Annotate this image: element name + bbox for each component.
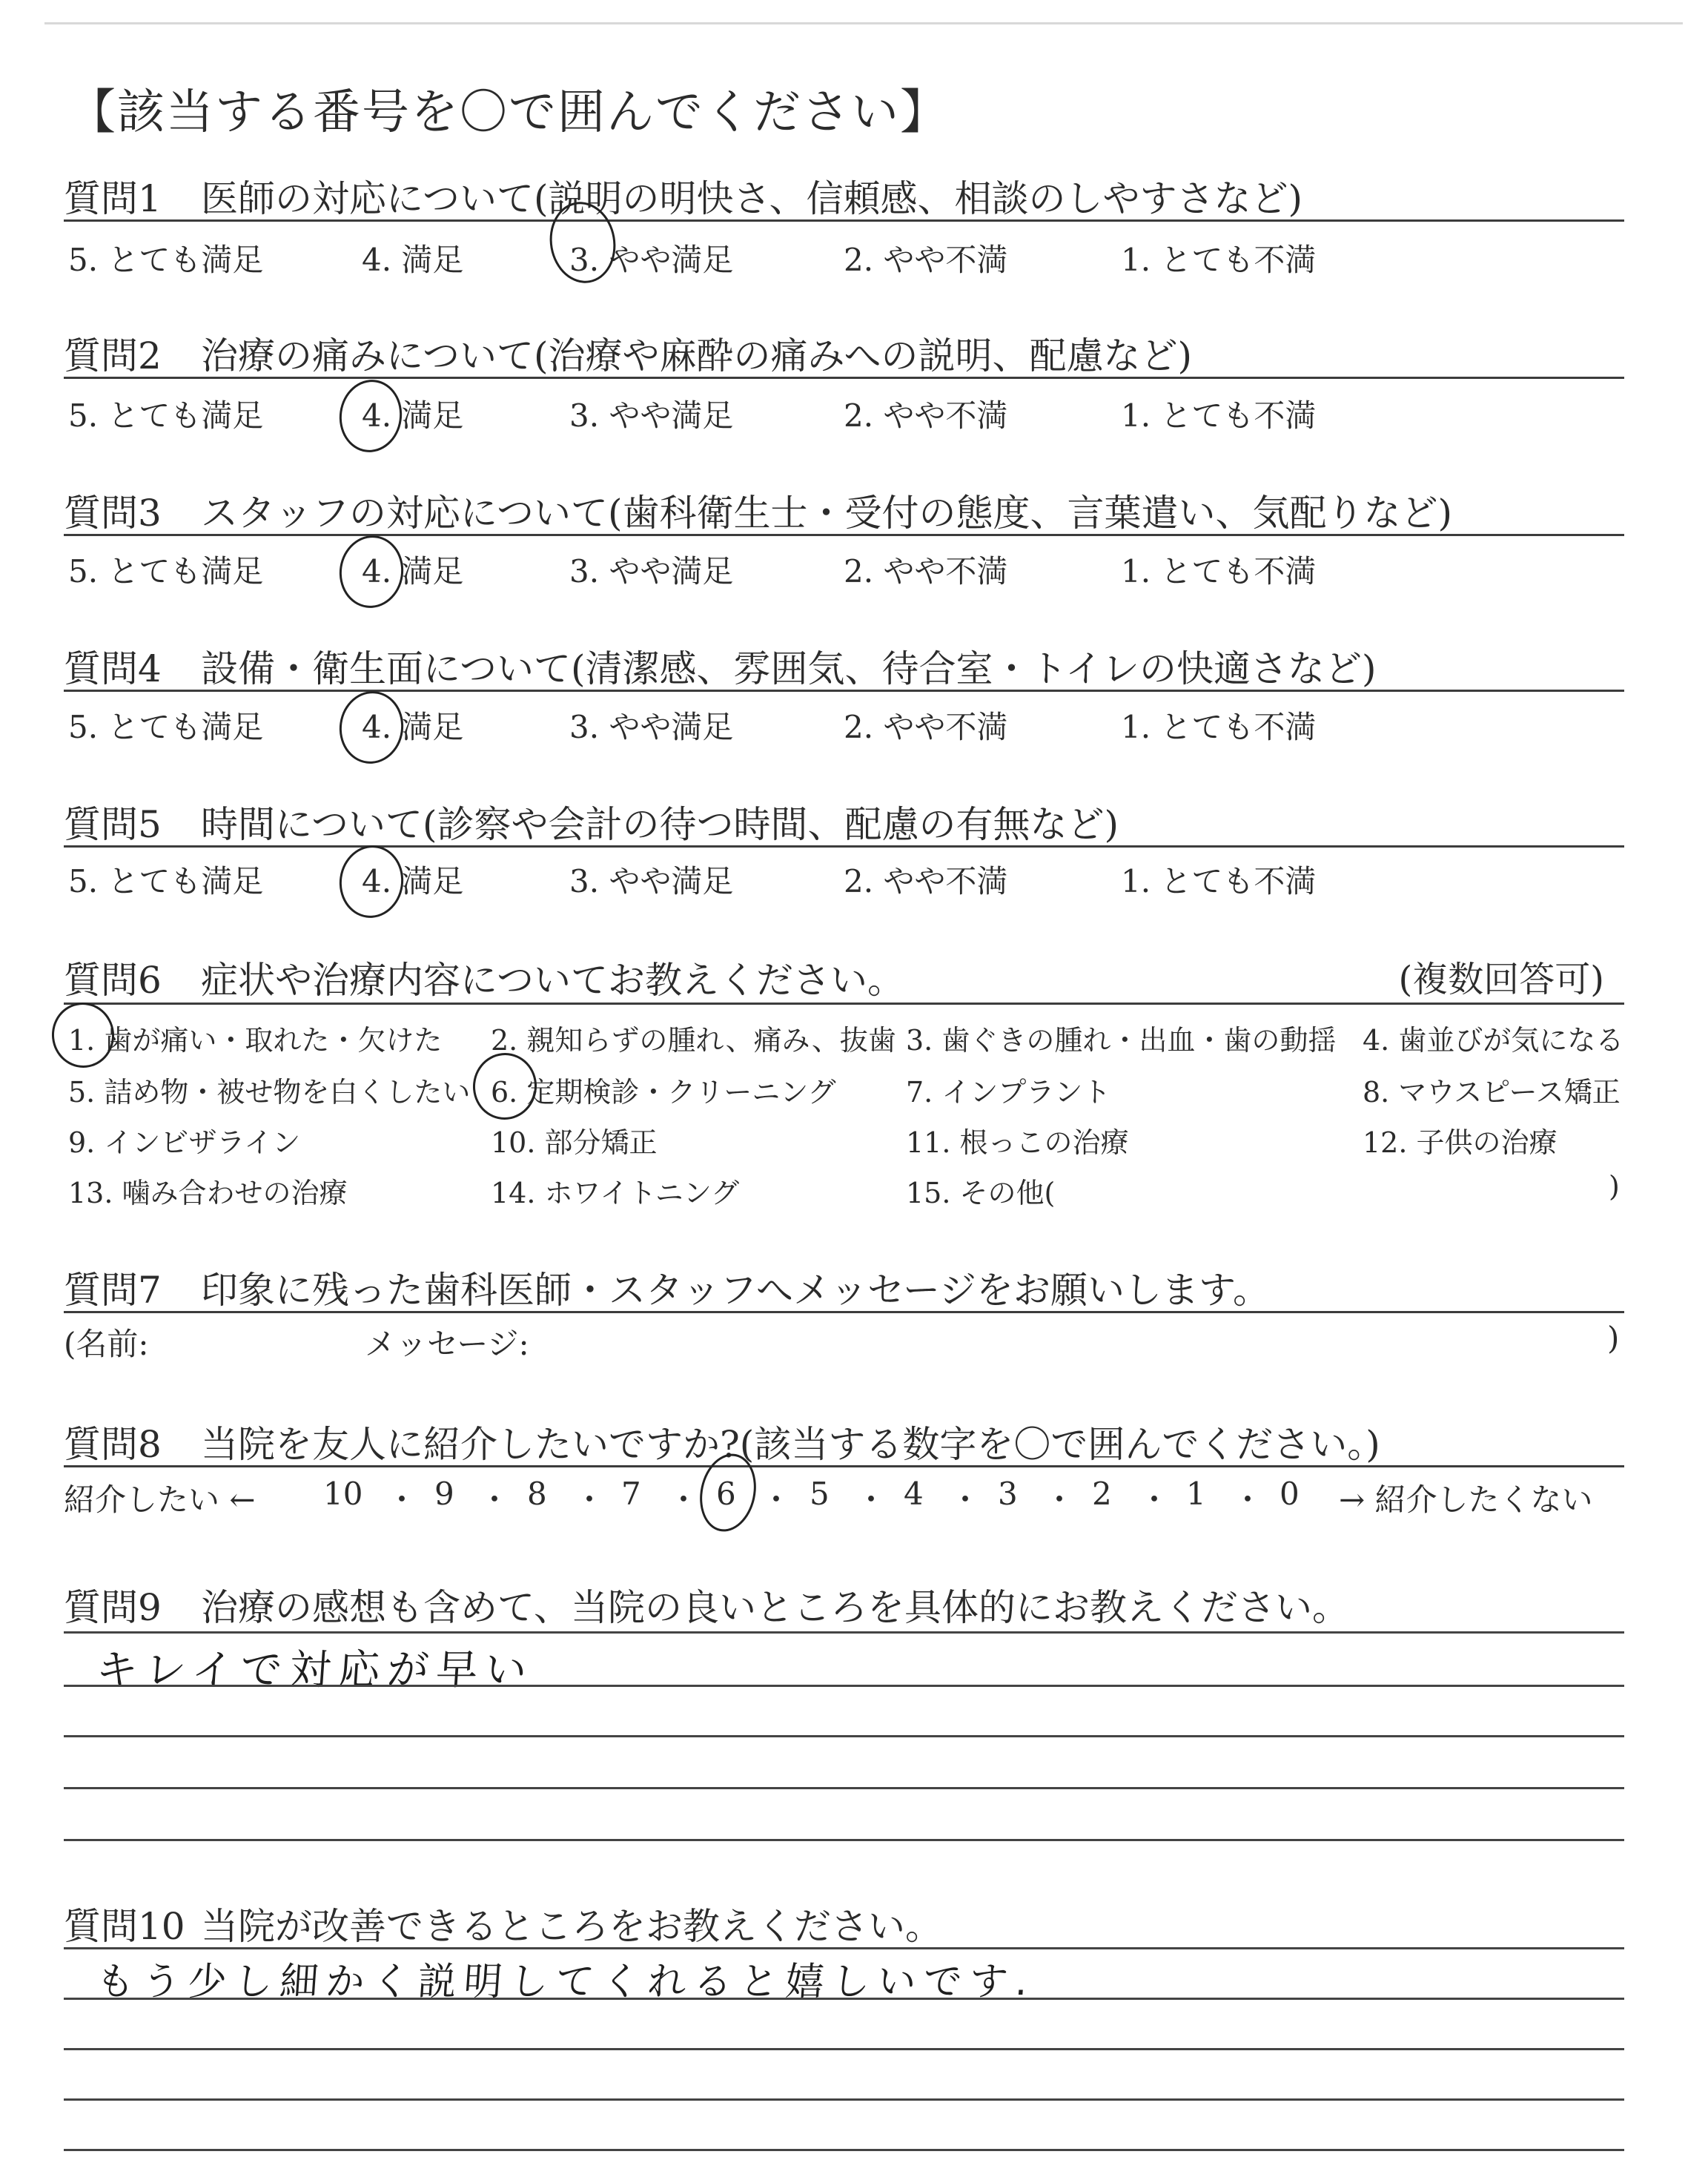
q4-option-3[interactable]: 3. やや満足 [569, 709, 734, 745]
question-9-title [64, 1578, 1349, 1631]
question-10-label: 質問10 [64, 1905, 185, 1948]
question-10-title [64, 1897, 942, 1950]
q6-option-3[interactable]: 3. 歯ぐきの腫れ・出血・歯の動揺 [906, 1024, 1337, 1057]
top-border [44, 22, 1683, 24]
q4-option-5[interactable]: 5. とても満足 [68, 709, 264, 745]
q9-answer-line [64, 1685, 1624, 1687]
question-8-rule [64, 1465, 1624, 1467]
instructions-heading: 【該当する番号を〇で囲んでください】 [68, 85, 949, 140]
q5-selection-circle [335, 841, 408, 922]
q7-close-paren: ) [1607, 1320, 1620, 1356]
scale-9[interactable]: 9 [434, 1476, 454, 1512]
q2-option-4[interactable]: 4. 満足 [362, 397, 464, 434]
scale-dot: ・ [1232, 1482, 1264, 1518]
scale-dot: ・ [1044, 1482, 1076, 1518]
q10-handwritten-answer[interactable]: もう少し細かく説明してくれると嬉しいです. [94, 1960, 1037, 2004]
q1-option-5[interactable]: 5. とても満足 [68, 242, 264, 278]
q6-option-5[interactable]: 5. 詰め物・被せ物を白くしたい [68, 1076, 471, 1109]
q3-option-3[interactable]: 3. やや満足 [569, 553, 734, 589]
scale-dot: ・ [386, 1482, 418, 1518]
q10-answer-line [64, 2048, 1624, 2050]
question-6-label: 質問6 [64, 959, 162, 1002]
q1-option-3[interactable]: 3. やや満足 [569, 242, 734, 278]
q9-answer-line [64, 1839, 1624, 1841]
scale-dot: ・ [668, 1482, 700, 1518]
question-2-rule [64, 377, 1624, 379]
q6-selection-circle-6 [470, 1050, 540, 1123]
question-4-rule [64, 690, 1624, 692]
q5-option-1[interactable]: 1. とても不満 [1121, 863, 1317, 899]
question-4-label: 質問4 [64, 647, 162, 690]
q5-option-5[interactable]: 5. とても満足 [68, 863, 264, 899]
q1-option-2[interactable]: 2. やや不満 [844, 242, 1008, 278]
question-2-label: 質問2 [64, 334, 162, 377]
question-4-title [64, 639, 1377, 693]
q2-option-5[interactable]: 5. とても満足 [68, 397, 264, 434]
question-3-label: 質問3 [64, 492, 162, 535]
q2-option-1[interactable]: 1. とても不満 [1121, 397, 1317, 434]
q2-option-2[interactable]: 2. やや不満 [844, 397, 1008, 434]
scale-10[interactable]: 10 [323, 1476, 363, 1512]
scale-dot: ・ [761, 1482, 792, 1518]
question-7-title [64, 1261, 1270, 1314]
q7-message-label: メッセージ: [365, 1326, 529, 1362]
question-5-text: 時間について(診察や会計の待つ時間、配慮の有無など) [201, 803, 1119, 846]
q4-option-4[interactable]: 4. 満足 [362, 709, 464, 745]
q1-option-1[interactable]: 1. とても不満 [1121, 242, 1317, 278]
question-9-label: 質問9 [64, 1586, 162, 1629]
scale-dot: ・ [855, 1482, 887, 1518]
question-3-text: スタッフの対応について(歯科衛生士・受付の態度、言葉遣い、気配りなど) [201, 492, 1453, 535]
q3-option-1[interactable]: 1. とても不満 [1121, 553, 1317, 589]
question-2-title [64, 326, 1192, 380]
recommend-scale [64, 1476, 1624, 1520]
q6-option-7[interactable]: 7. インプラント [906, 1076, 1111, 1109]
scale-right-label: → 紹介したくない [1339, 1482, 1593, 1518]
q10-answer-line [64, 2098, 1624, 2101]
scale-dot: ・ [1139, 1482, 1171, 1518]
question-7-label: 質問7 [64, 1269, 162, 1312]
question-3-rule [64, 534, 1624, 536]
q6-option-6[interactable]: 6. 定期検診・クリーニング [491, 1076, 836, 1109]
question-3-title [64, 483, 1452, 537]
q9-answer-line [64, 1787, 1624, 1789]
q3-selection-circle [335, 531, 408, 612]
scale-0[interactable]: 0 [1280, 1476, 1300, 1512]
q6-option-13[interactable]: 13. 噛み合わせの治療 [68, 1177, 348, 1209]
scale-4[interactable]: 4 [904, 1476, 924, 1512]
question-6-title [64, 951, 904, 1004]
q5-option-3[interactable]: 3. やや満足 [569, 863, 734, 899]
q6-option-14[interactable]: 14. ホワイトニング [491, 1177, 740, 1209]
scale-3[interactable]: 3 [998, 1476, 1018, 1512]
q6-option-8[interactable]: 8. マウスピース矯正 [1363, 1076, 1621, 1109]
question-8-label: 質問8 [64, 1423, 162, 1466]
question-9-text: 治療の感想も含めて、当院の良いところを具体的にお教えください。 [201, 1586, 1349, 1629]
q6-option-10[interactable]: 10. 部分矯正 [491, 1126, 658, 1159]
q10-answer-line [64, 2149, 1624, 2151]
q10-answer-line [64, 1947, 1624, 1949]
scale-8[interactable]: 8 [527, 1476, 547, 1512]
scale-left-label: 紹介したい ← [64, 1482, 256, 1518]
scale-dot: ・ [479, 1482, 511, 1518]
question-10-text: 当院が改善できるところをお教えください。 [201, 1905, 942, 1948]
scale-2[interactable]: 2 [1092, 1476, 1112, 1512]
question-1-title [64, 169, 1302, 222]
scale-dot: ・ [950, 1482, 982, 1518]
question-1-label: 質問1 [64, 177, 162, 220]
question-5-title [64, 795, 1119, 848]
question-1-text: 医師の対応について(説明の明快さ、信頼感、相談のしやすさなど) [201, 177, 1303, 220]
scale-6[interactable]: 6 [716, 1476, 736, 1512]
q2-selection-circle [335, 376, 407, 457]
scale-7[interactable]: 7 [621, 1476, 641, 1512]
q6-option-9[interactable]: 9. インビザライン [68, 1126, 301, 1159]
q2-option-3[interactable]: 3. やや満足 [569, 397, 734, 434]
q3-option-4[interactable]: 4. 満足 [362, 553, 464, 589]
question-7-text: 印象に残った歯科医師・スタッフへメッセージをお願いします。 [201, 1269, 1270, 1312]
q6-selection-circle-1 [49, 1000, 118, 1071]
q3-option-2[interactable]: 2. やや不満 [844, 553, 1008, 589]
q9-handwritten-answer[interactable]: キレイで対応が早い [94, 1646, 536, 1694]
question-6-note: (複数回答可) [1398, 959, 1604, 1000]
q9-answer-line [64, 1631, 1624, 1634]
q6-option-11[interactable]: 11. 根っこの治療 [906, 1126, 1129, 1159]
question-7-rule [64, 1311, 1624, 1313]
q6-option-1[interactable]: 1. 歯が痛い・取れた・欠けた [68, 1024, 443, 1057]
q6-option-12[interactable]: 12. 子供の治療 [1363, 1126, 1558, 1159]
q1-option-4[interactable]: 4. 満足 [362, 242, 464, 278]
q5-option-4[interactable]: 4. 満足 [362, 863, 464, 899]
q6-option-4[interactable]: 4. 歯並びが気になる [1363, 1024, 1624, 1057]
q9-answer-line [64, 1735, 1624, 1737]
scale-5[interactable]: 5 [810, 1476, 830, 1512]
q5-option-2[interactable]: 2. やや不満 [844, 863, 1008, 899]
q7-name-label: (名前: [64, 1326, 149, 1362]
q6-option-2[interactable]: 2. 親知らずの腫れ、痛み、抜歯 [491, 1024, 896, 1057]
q6-option-15-close: ) [1609, 1170, 1620, 1203]
q4-selection-circle [335, 687, 408, 767]
question-5-label: 質問5 [64, 803, 162, 846]
scale-1[interactable]: 1 [1186, 1476, 1206, 1512]
q3-option-5[interactable]: 5. とても満足 [68, 553, 264, 589]
question-6-rule [64, 1003, 1624, 1005]
question-2-text: 治療の痛みについて(治療や麻酔の痛みへの説明、配慮など) [201, 334, 1193, 377]
scale-dot: ・ [574, 1482, 606, 1518]
question-6-text: 症状や治療内容についてお教えください。 [201, 959, 904, 1002]
q10-answer-line [64, 1998, 1624, 2000]
question-8-text: 当院を友人に紹介したいですか?(該当する数字を〇で囲んでください。) [201, 1423, 1380, 1466]
question-5-rule [64, 845, 1624, 848]
q4-option-1[interactable]: 1. とても不満 [1121, 709, 1317, 745]
q4-option-2[interactable]: 2. やや不満 [844, 709, 1008, 745]
q6-option-15[interactable]: 15. その他( [906, 1177, 1056, 1209]
question-4-text: 設備・衛生面について(清潔感、雰囲気、待合室・トイレの快適さなど) [201, 647, 1377, 690]
question-1-rule [64, 219, 1624, 222]
